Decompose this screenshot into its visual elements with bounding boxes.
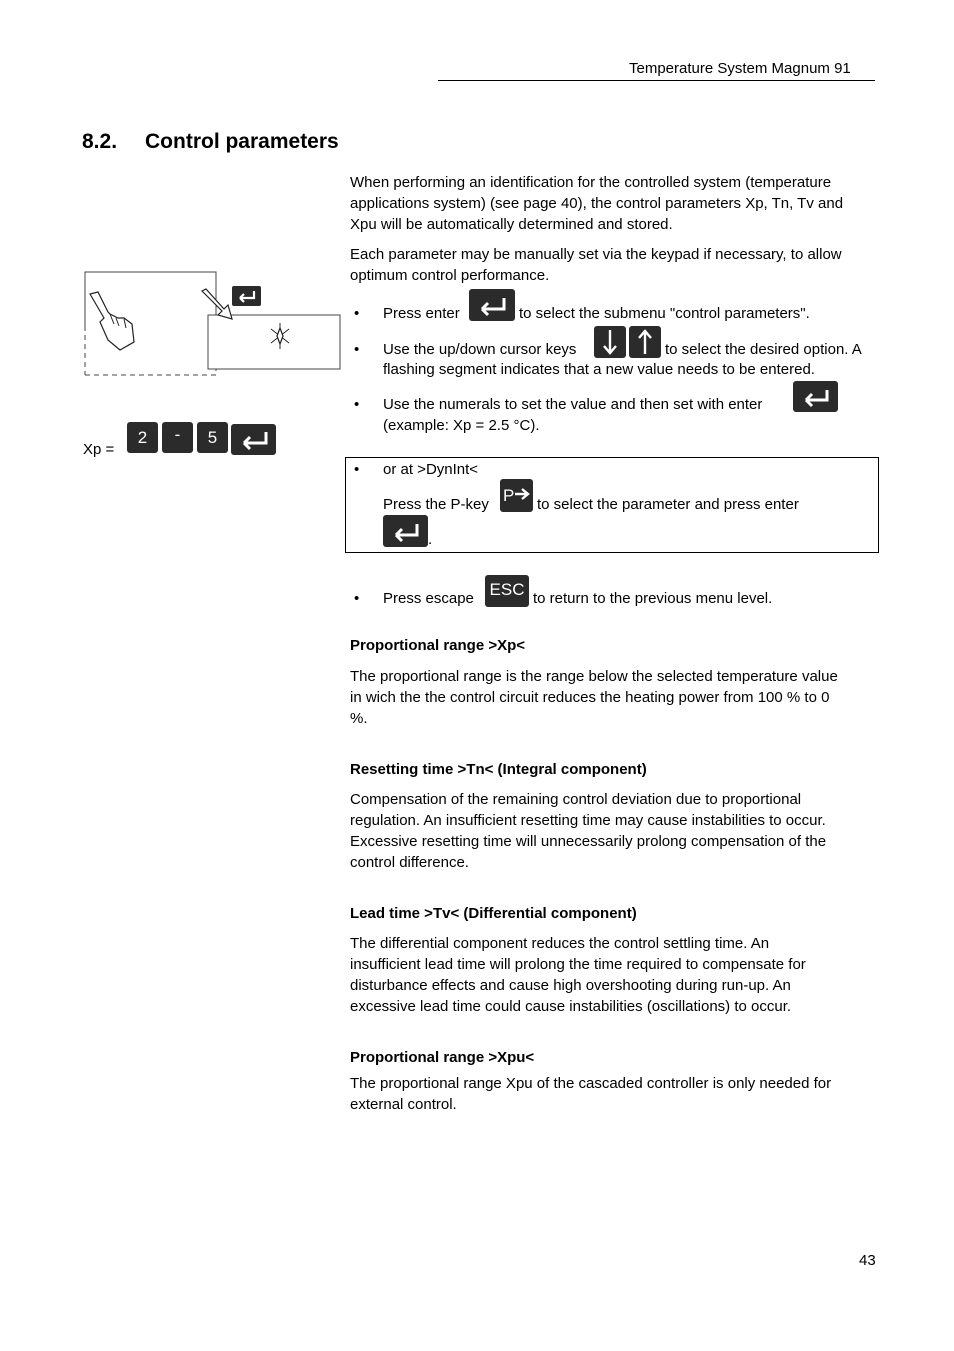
running-header: Temperature System Magnum 91 <box>629 60 851 77</box>
tn-paragraph: Compensation of the remaining control deviation due to proportional regulation. An insufficient resetting time may cause instabilities to occur. Excessive resetting time will unnecessarily prolong compensation of the control difference. <box>350 791 827 871</box>
p-key-label: P <box>503 486 515 505</box>
p-key-icon[interactable] <box>500 479 533 512</box>
tn-heading: Resetting time >Tn< (Integral component) <box>350 761 647 778</box>
section-number: 8.2. <box>82 130 118 153</box>
bullet-marker: • <box>354 396 360 413</box>
bullet-1-pre: Press enter <box>383 305 460 322</box>
intro-paragraph-2: Each parameter may be manually set via the keypad if necessary, to allow optimum control performance. <box>350 246 842 284</box>
bullet-3-pre: Use the numerals to set the value and then set with enter <box>383 396 763 413</box>
pointing-hand-icon <box>86 288 138 354</box>
enter-key-icon[interactable] <box>383 515 428 547</box>
section-title: Control parameters <box>145 130 339 153</box>
bullet-marker: • <box>354 341 360 358</box>
esc-pre: Press escape <box>383 590 474 607</box>
esc-key-icon[interactable] <box>485 575 529 607</box>
bullet-marker: • <box>354 461 360 478</box>
pointing-arrow-icon <box>200 287 236 323</box>
down-arrow-key-icon[interactable] <box>594 326 626 358</box>
header-rule <box>438 80 875 81</box>
section-heading <box>82 130 339 154</box>
xpu-heading: Proportional range >Xpu< <box>350 1049 535 1066</box>
xp-heading: Proportional range >Xp< <box>350 637 526 654</box>
boxed-pre: Press the P-key <box>383 496 489 513</box>
up-arrow-key-icon[interactable] <box>629 326 661 358</box>
intro-paragraph-1: When performing an identification for the controlled system (temperature applications system) (see page 40), the control parameters Xp, Tn, Tv and Xpu will be automatically determined and stored. <box>350 174 844 233</box>
key-decimal[interactable]: - <box>162 422 193 453</box>
enter-key-icon[interactable] <box>231 424 276 455</box>
bullet-marker: • <box>354 590 360 607</box>
enter-key-icon[interactable] <box>469 289 515 321</box>
tv-heading: Lead time >Tv< (Differential component) <box>350 905 637 922</box>
flashing-segment-icon <box>268 322 292 350</box>
boxed-end: . <box>428 531 433 548</box>
xp-paragraph: The proportional range is the range below the selected temperature value in wich the the control circuit reduces the heating power from 100 % to 0 %. <box>350 668 838 727</box>
boxed-post: to select the parameter and press enter <box>537 496 799 513</box>
bullet-2-line2: flashing segment indicates that a new value needs to be entered. <box>383 361 815 378</box>
key-5[interactable]: 5 <box>197 422 228 453</box>
bullet-1-post: to select the submenu "control parameters". <box>519 305 810 322</box>
esc-post: to return to the previous menu level. <box>533 590 773 607</box>
boxed-line-1: or at >DynInt< <box>383 461 479 478</box>
bullet-3-line2: (example: Xp = 2.5 °C). <box>383 417 540 434</box>
bullet-marker: • <box>354 305 360 322</box>
example-label: Xp = <box>83 441 115 458</box>
bullet-2-pre: Use the up/down cursor keys <box>383 341 577 358</box>
enter-key-icon[interactable] <box>793 381 838 412</box>
key-2[interactable]: 2 <box>127 422 158 453</box>
tv-paragraph: The differential component reduces the control settling time. An insufficient lead time will prolong the time required to compensate for disturbance effects and cause high overshooting during run-up. An excessive lead time could cause instabilities (oscillations) to occur. <box>350 935 806 1015</box>
page-number: 43 <box>859 1252 876 1269</box>
esc-key-label: ESC <box>489 580 525 599</box>
xpu-paragraph: The proportional range Xpu of the cascaded controller is only needed for external control. <box>350 1075 832 1113</box>
bullet-2-post: to select the desired option. A <box>665 341 862 358</box>
